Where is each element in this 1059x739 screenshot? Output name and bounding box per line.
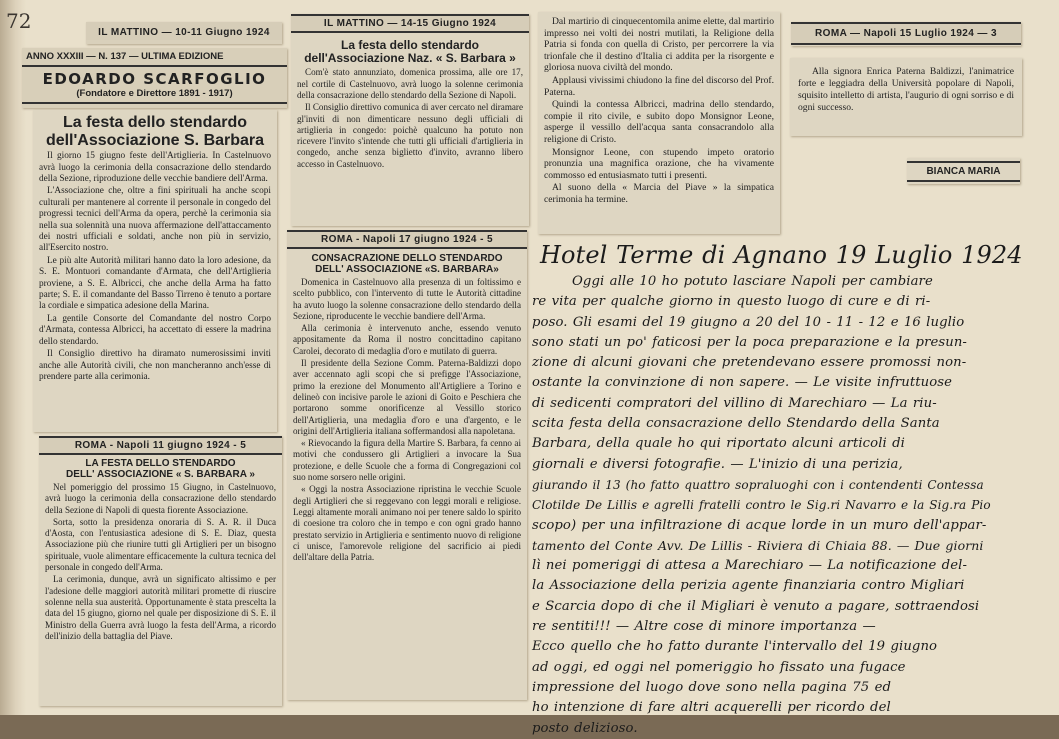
newspaper-clipping-il-mattino-june-10 <box>86 22 282 44</box>
diary-line: ho intenzione di fare altri acquerelli per ricordo del <box>532 700 891 716</box>
masthead-editor-subtitle: (Fondatore e Direttore 1891 - 1917) <box>22 88 287 104</box>
clipping-dateline: ROMA - Napoli 11 giugno 1924 - 5 <box>39 436 282 455</box>
paragraph: « Oggi la nostra Associazione ripristina le vecchie Scuole degli Artiglieri che si reggevano con leggi morali e religiose. Leggi altamente morali animano noi per tenere saldo lo spirito di coesione tra coloro che in tempo e con ogni grado hanno prestato servizio in Artiglieria e sentimento nuovo di religione ci unisce, l'amorevole religione del sacrificio ai piedi dell'altare della Patria. <box>293 484 521 563</box>
diary-line: di sedicenti compratori del villino di Marechiaro — La riu- <box>532 395 937 411</box>
paragraph: Il presidente della Sezione Comm. Paterna-Baldizzi dopo aver accennato agli scopi che si prefigge l'Associazione, primo la erezione del Monumento all'Artigliere a Torino e delineò con incisive parole le azioni di Goito e Peschiera che portarono somme onorificenze al Vessillo storico dell'Artiglieria, una medaglia d'oro e una d'argento, e le origini dell'Artiglieria italiana soffermandosi alla napoletana. <box>293 358 521 436</box>
masthead-editor: EDOARDO SCARFOGLIO <box>42 70 267 88</box>
clipping-dateline: IL MATTINO — 14-15 Giugno 1924 <box>291 14 529 33</box>
article-headline <box>291 39 529 65</box>
paragraph: Domenica in Castelnuovo alla presenza di un foltissimo e scelto pubblico, con l'intervento di tutte le Autorità cittadine ha avuto luogo la solenne consacrazione dello stendardo della Sezione, riproducente le vecchie bandiere dell'Arma. <box>293 277 521 321</box>
diary-line: Barbara, della quale ho qui riportato alcuni articoli di <box>532 436 905 452</box>
article-headline <box>33 114 277 149</box>
clipping-dedication <box>790 58 1022 136</box>
paragraph: Il Consiglio direttivo comunica di aver cercato nel diramare gl'inviti di non dimenticare nessuno degli ufficiali di artiglieria in congedo: poichè qualcuno ha potuto non ricevere l'invito s'intende che tutti gli ufficiali d'artiglieria in congedo, anche senza biglietto d'invito, avranno libero accesso in Castelnuovo. <box>297 102 523 169</box>
article-roma-june-11 <box>39 436 282 706</box>
headline-line-1: LA FESTA DELLO STENDARDO <box>85 458 236 469</box>
diary-line: e Scarcia dopo di che il Migliari è venuto a pagare, sottraendosi <box>532 598 980 614</box>
diary-line: re sentiti!!! — Altre cose di minore importanza — <box>532 619 876 635</box>
clipping-dateline: IL MATTINO — 10-11 Giugno 1924 <box>86 22 282 40</box>
headline-line-1: CONSACRAZIONE DELLO STENDARDO <box>311 253 503 264</box>
clipping-roma-july-15-dateline <box>791 22 1021 46</box>
masthead-edition-line: ANNO XXXIII — N. 137 — ULTIMA EDIZIONE <box>22 48 287 67</box>
diary-heading: Hotel Terme di Agnano 19 Luglio 1924 <box>540 241 1023 269</box>
diary-line: re vita per qualche giorno in questo luogo di cure e di ri- <box>532 294 931 310</box>
paragraph: L'Associazione che, oltre a fini spirituali ha anche scopi culturali per mantenere al corrente il personale in congedo del progressi tecnici dell'Arma da opera, perchè la cerimonia sia nella sua solennità una nuova affermazione dell'attaccamento dei nostri ufficiali e soldati, anche non più in servizio, all'Esercito nostro. <box>39 186 271 254</box>
headline-line-1: La festa dello stendardo <box>340 38 480 52</box>
paragraph: Quindi la contessa Albricci, madrina dello stendardo, compie il rito civile, e subito dopo Monsignor Leone, asperge il vessillo dell'acqua santa consacrandolo alla religione di Cristo. <box>544 99 774 145</box>
paragraph: Com'è stato annunziato, domenica prossima, alle ore 17, nel cortile di Castelnuovo, avrà luogo la solenne cerimonia della consacrazione dello stendardo della Sezione di Napoli. <box>297 67 523 100</box>
paragraph: Alla cerimonia è intervenuto anche, essendo venuto appositamente da Roma il nostro concittadino capitano Carolei, decorato di medaglia d'oro e mutilato di guerra. <box>293 323 521 356</box>
clipping-dateline: ROMA — Napoli 15 Luglio 1924 — 3 <box>791 22 1021 45</box>
diary-line: Ecco quello che ho fatto durante l'intervallo del 19 giugno <box>532 639 938 655</box>
page-number: 72 <box>6 9 32 33</box>
paragraph: Monsignor Leone, con stupendo impeto oratorio pronunzia una magnifica orazione, che ha vivamente commosso ed entusiasmato tutti i presenti. <box>544 146 774 181</box>
paragraph: La gentile Consorte del Comandante del nostro Corpo d'Armata, contessa Albricci, ha accettato di essere la madrina dello stendardo. <box>39 313 271 347</box>
article-roma-june-17 <box>287 230 527 700</box>
paragraph: Il Consiglio direttivo ha diramato numerosissimi inviti anche alle Autorità civili, che non mancheranno anch'esse di prendere parte alla cerimonia. <box>39 349 271 382</box>
article-body <box>293 277 521 563</box>
article-body <box>544 16 774 206</box>
headline-line-2: dell'Associazione S. Barbara <box>45 131 265 149</box>
signature-text: BIANCA MARIA <box>907 161 1020 182</box>
paragraph: Dal martirio di cinquecentomila anime elette, dal martirio impresso nei volti dei nostri mutilati, la Religione della Patria si fonda con quella di Cristo, per percorrere la via trionfale che il destino d'Italia ci addita per la risorgente e gloriosa nuova civiltà del mondo. <box>544 16 774 74</box>
diary-line: lì nei pomeriggi di attesa a Marechiaro — La notificazione del- <box>532 558 968 574</box>
newspaper-masthead-clipping <box>22 48 287 108</box>
diary-line: Clotilde De Lillis e agrelli fratelli contro le Sig.ri Navarro e la Sig.ra Pio <box>532 498 991 513</box>
diary-line: Oggi alle 10 ho potuto lasciare Napoli per cambiare <box>572 274 933 289</box>
headline-line-2: dell'Associazione Naz. « S. Barbara » <box>304 51 516 66</box>
paragraph: Al suono della « Marcia del Piave » la simpatica cerimonia ha termine. <box>544 182 774 205</box>
diary-line: la Associazione della perizia agente finanziaria contro Migliari <box>532 578 965 594</box>
diary-line: giurando il 13 (ho fatto quattro sopraluoghi con i contendenti Contessa <box>532 477 984 492</box>
handwritten-diary-entry <box>532 238 1052 736</box>
diary-line: ostante la convinzione di non sapere. — Le visite infruttuose <box>532 375 953 391</box>
diary-line: scita festa della consacrazione dello Stendardo della Santa <box>532 416 940 432</box>
headline-line-2: DELL' ASSOCIAZIONE «S. BARBARA» <box>315 264 499 275</box>
dedication-text: Alla signora Enrica Paterna Baldizzi, l'animatrice forte e leggiadra della Università popolare di Napoli, squisito intelletto di artista, l'augurio di ogni sorriso e di ogni successo. <box>798 66 1014 113</box>
diary-line: impressione del luogo dove sono nella pagina 75 ed <box>532 679 892 695</box>
article-body <box>297 67 523 170</box>
paragraph: « Rievocando la figura della Martire S. Barbara, fa cenno ai motivi che condussero gli Artiglieri a invocare la Sua protezione, e delle Scuole che a forma di Congregazioni col suo nome sorsero nelle origini. <box>293 438 521 483</box>
article-body <box>45 482 276 642</box>
headline-line-2: DELL' ASSOCIAZIONE « S. BARBARA » <box>66 469 255 480</box>
paragraph: Applausi vivissimi chiudono la fine del discorso del Prof. Paterna. <box>544 74 774 98</box>
diary-line: zione di alcuni giovani che pretendevano essere promossi non- <box>532 355 967 371</box>
article-headline <box>287 253 527 275</box>
paragraph: Sorta, sotto la presidenza onoraria di S. A. R. il Duca d'Aosta, con l'entusiastica adesione di S. E. Diaz, questa Associazione più che riunire tutti gli Artiglieri per un bisogno spirituale, vuole alimentare efficacemente la cultura tecnica del personale in congedo dell'Arma. <box>45 516 276 573</box>
diary-line: tamento del Conte Avv. De Lillis - Riviera di Chiaia 88. — Due giorni <box>532 537 984 553</box>
headline-line-1: La festa dello stendardo <box>62 114 248 131</box>
clipping-dateline: ROMA - Napoli 17 giugno 1924 - 5 <box>287 230 527 249</box>
diary-line: giornali e diversi fotografie. — L'inizio di una perizia, <box>532 456 903 472</box>
article-body <box>39 151 271 383</box>
article-festa-stendardo-1 <box>33 110 277 432</box>
clipping-signature <box>907 158 1020 184</box>
diary-line: posto delizioso. <box>532 720 638 736</box>
paragraph: Nel pomeriggio del prossimo 15 Giugno, in Castelnuovo, avrà luogo la cerimonia della consacrazione dello stendardo della Sezione di Napoli di questa fiorente Associazione. <box>45 482 276 515</box>
diary-line: scopo) per una infiltrazione di acque lorde in un muro dell'appar- <box>532 517 987 533</box>
diary-line: poso. Gli esami del 19 giugno a 20 del 10 - 11 - 12 e 16 luglio <box>532 314 965 330</box>
diary-line: ad oggi, ed oggi nel pomeriggio ho fissato una fugace <box>532 659 906 675</box>
paragraph: La cerimonia, dunque, avrà un significato altissimo e per l'adesione delle maggiori autorità militari promette di riuscire solenne nella sua austerità. Opportunamente è stata prescelta la data del 15 giugno, giorno nel quale per disposizione di S. E. il Ministro della Guerra avrà luogo la festa dell'Arma, a ricordo dell'inizio della battaglia del Piave. <box>45 574 276 641</box>
paragraph: Il giorno 15 giugno feste dell'Artiglieria. In Castelnuovo avrà luogo la cerimonia della consacrazione dello stendardo della Sezione, riproduzione delle vecchie bandiere dell'Arma. <box>39 151 271 184</box>
article-headline <box>39 458 282 480</box>
article-continuation <box>538 12 780 234</box>
diary-line: sono stati un po' faticosi per la poca preparazione e la presun- <box>532 334 967 350</box>
article-il-mattino-june-14 <box>291 14 529 226</box>
paragraph: Le più alte Autorità militari hanno dato la loro adesione, da S. E. Montuori comandante d'Armata, che dell'Artiglieria proviene, a S. E. Albricci, che anche della Arma ha fatto parte; S. E. il comandante del Basso Tirreno è tenuto a portare la cordiale e simpatica adesione della Marina. <box>39 255 271 312</box>
